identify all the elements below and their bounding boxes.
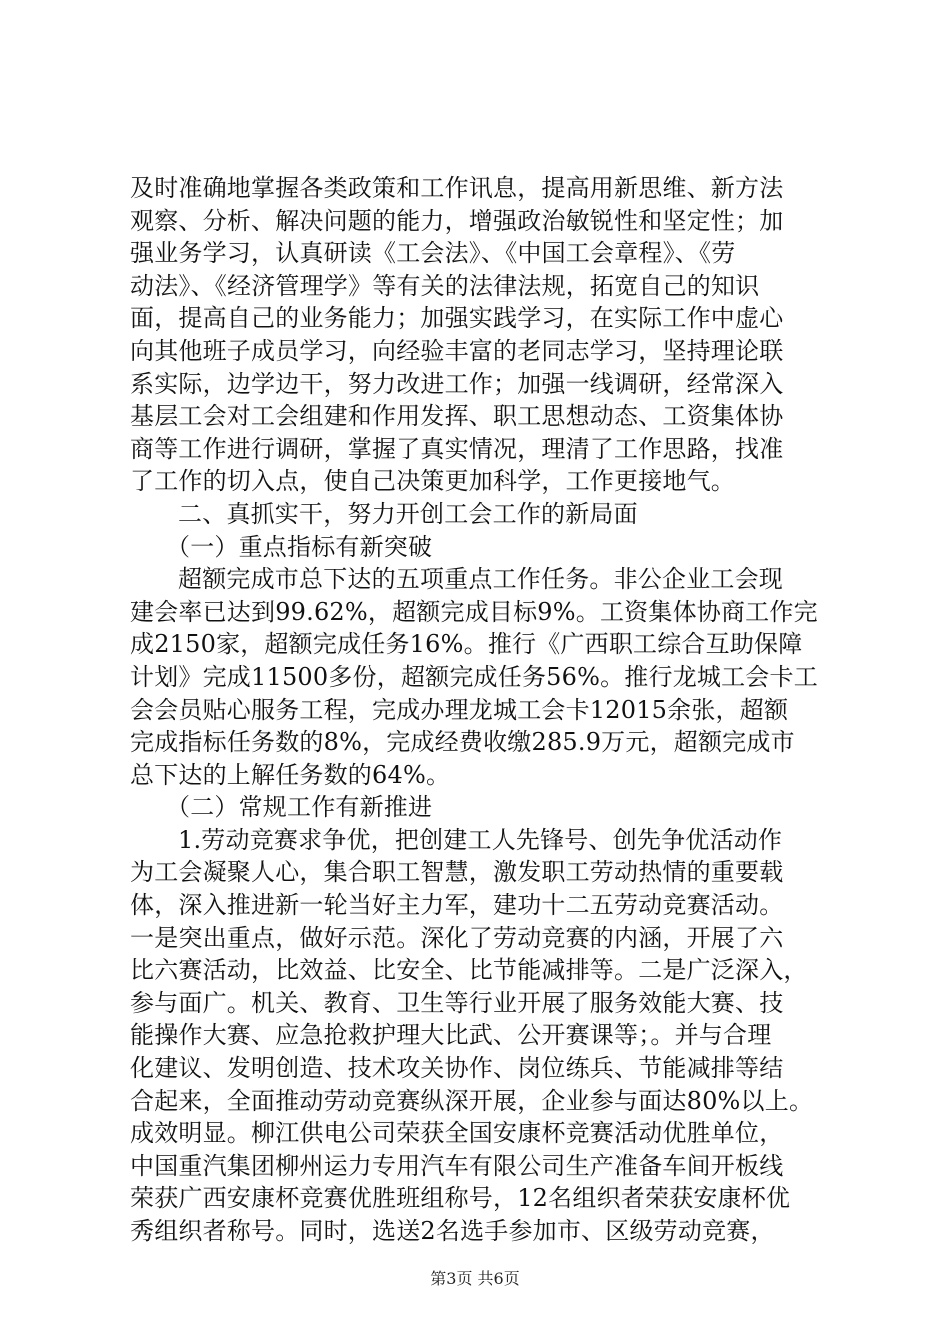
text-line: 会会员贴心服务工程，完成办理龙城工会卡12015余张，超额 xyxy=(130,695,789,724)
text-line: 荣获广西安康杯竞赛优胜班组称号，12名组织者荣获安康杯优 xyxy=(130,1184,791,1213)
text-line: 面，提高自己的业务能力；加强实践学习，在实际工作中虚心 xyxy=(130,304,784,333)
text-line: （二）常规工作有新推进 xyxy=(166,793,433,822)
text-line: 超额完成市总下达的五项重点工作任务。非公企业工会现 xyxy=(178,565,783,594)
text-line: 计划》完成11500多份，超额完成任务56%。推行龙城工会卡工 xyxy=(130,662,818,691)
text-line: 一是突出重点，做好示范。深化了劳动竞赛的内涵，开展了六 xyxy=(130,923,784,952)
text-line: 系实际，边学边干，努力改进工作；加强一线调研，经常深入 xyxy=(130,369,784,398)
text-line: 1.劳动竞赛求争优，把创建工人先锋号、创先争优活动作 xyxy=(178,825,783,854)
text-line: 合起来，全面推动劳动竞赛纵深开展，企业参与面达80%以上。 xyxy=(130,1086,814,1115)
text-line: 参与面广。机关、教育、卫生等行业开展了服务效能大赛、技 xyxy=(130,988,784,1017)
text-line: 体，深入推进新一轮当好主力军，建功十二五劳动竞赛活动。 xyxy=(130,891,784,920)
text-line: 能操作大赛、应急抢救护理大比武、公开赛课等；。并与合理 xyxy=(130,1021,772,1050)
text-line: （一）重点指标有新突破 xyxy=(166,532,433,561)
text-line: 了工作的切入点，使自己决策更加科学，工作更接地气。 xyxy=(130,467,735,496)
text-line: 观察、分析、解决问题的能力，增强政治敏锐性和坚定性；加 xyxy=(130,206,784,235)
text-line: 总下达的上解任务数的64%。 xyxy=(130,760,451,789)
text-line: 成效明显。柳江供电公司荣获全国安康杯竞赛活动优胜单位， xyxy=(130,1119,784,1148)
text-line: 秀组织者称号。同时，选送2名选手参加市、区级劳动竞赛， xyxy=(130,1217,775,1245)
text-line: 及时准确地掌握各类政策和工作讯息，提高用新思维、新方法 xyxy=(130,174,784,202)
text-line: 成2150家，超额完成任务16%。推行《广西职工综合互助保障 xyxy=(130,630,803,659)
text-line: 化建议、发明创造、技术攻关协作、岗位练兵、节能减排等结 xyxy=(130,1054,784,1083)
text-line: 为工会凝聚人心，集合职工智慧，激发职工劳动热情的重要载 xyxy=(130,858,784,887)
document-body xyxy=(130,172,830,1248)
page-footer: 第3页 共6页 xyxy=(430,1269,520,1288)
text-line: 商等工作进行调研，掌握了真实情况，理清了工作思路，找准 xyxy=(130,434,784,463)
text-line: 完成指标任务数的8%，完成经费收缴285.9万元，超额完成市 xyxy=(130,728,795,757)
text-line: 动法》、《经济管理学》等有关的法律法规，拓宽自己的知识 xyxy=(130,271,760,300)
text-line: 基层工会对工会组建和作用发挥、职工思想动态、工资集体协 xyxy=(130,402,784,431)
text-line: 中国重汽集团柳州运力专用汽车有限公司生产准备车间开板线 xyxy=(130,1151,784,1180)
text-line: 向其他班子成员学习，向经验丰富的老同志学习，坚持理论联 xyxy=(130,336,784,365)
text-line: 建会率已达到99.62%，超额完成目标9%。工资集体协商工作完 xyxy=(130,597,818,626)
text-line: 比六赛活动，比效益、比安全、比节能减排等。二是广泛深入， xyxy=(130,956,808,985)
text-line: 二、真抓实干，努力开创工会工作的新局面 xyxy=(178,499,638,528)
text-line: 强业务学习，认真研读《工会法》、《中国工会章程》、《劳 xyxy=(130,239,736,268)
